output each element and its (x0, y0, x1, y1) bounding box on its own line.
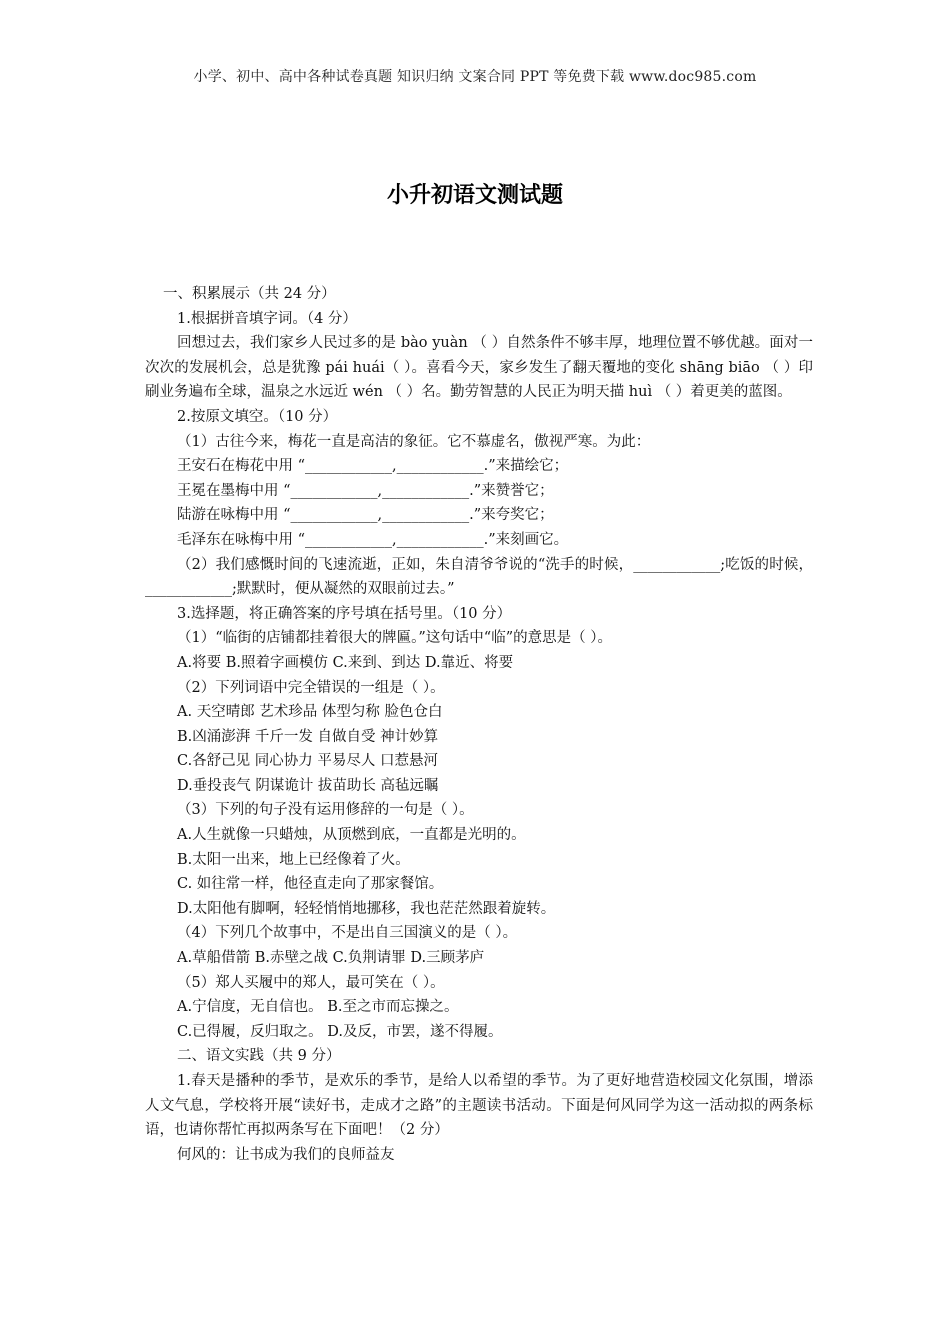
document-body (145, 282, 813, 1167)
question-2-title: 2.按原文填空。（10 分） (177, 408, 338, 425)
document-title: 小升初语文测试题 (386, 183, 563, 208)
question-2-part-2: （2）我们感慨时间的飞速流逝，正如，朱自清爷爷说的“洗手的时候，____________;吃饭的时候，____________;默默时，便从凝然的双眼前过去。” (145, 556, 813, 598)
fill-blank-line: 毛泽东在咏梅中用 “____________,____________.”来刻画它。 (177, 531, 569, 548)
practice-question-1: 1.春天是播种的季节，是欢乐的季节，是给人以希望的季节。为了更好地营造校园文化氛围，增添人文气息，学校将开展“读好书，走成才之路”的主题读书活动。下面是何风同学为这一活动拟的两条标语，也请你帮忙再拟两条写在下面吧！（2 分） (145, 1073, 813, 1139)
choice-item: A.草船借箭 B.赤壁之战 C.负荆请罪 D.三顾茅庐 (177, 950, 485, 967)
choice-item: D.太阳他有脚啊，轻轻悄悄地挪移，我也茫茫然跟着旋转。 (177, 900, 556, 917)
choice-item: B.凶涌澎湃 千斤一发 自做自受 神计妙算 (177, 728, 439, 745)
choice-item: A. 天空晴郎 艺术珍品 体型匀称 脸色仓白 (177, 704, 443, 721)
section-heading-practice: 二、语文实践（共 9 分） (177, 1048, 341, 1065)
choice-item: C.各舒己见 同心协力 平易尽人 口惹悬河 (177, 753, 439, 770)
choice-item: A.将要 B.照着字画模仿 C.来到、到达 D.靠近、将要 (177, 654, 514, 671)
example-slogan: 何风的：让书成为我们的良师益友 (177, 1146, 395, 1163)
choice-item: （4）下列几个故事中，不是出自三国演义的是（ ）。 (177, 925, 518, 942)
choice-item: A.人生就像一只蜡烛，从顶燃到底，一直都是光明的。 (177, 827, 526, 844)
choice-item: （5）郑人买履中的郑人，最可笑在（ ）。 (177, 974, 445, 991)
question-2-part-1-intro: （1）古往今来，梅花一直是高洁的象征。它不慕虚名，傲视严寒。为此： (177, 433, 651, 450)
choice-item: A.宁信度，无自信也。 B.至之市而忘操之。 (177, 999, 459, 1016)
fill-blank-line: 王冕在墨梅中用 “____________,____________.”来赞誉它； (177, 482, 554, 499)
question-1-paragraph: 回想过去，我们家乡人民过多的是 bào yuàn （ ）自然条件不够丰厚，地理位置不够优越。面对一次次的发展机会，总是犹豫 pái huái（ ）。喜看今天，家乡发生了翻天覆地的变化 shāng biāo （ ）印刷业务遍布全球，温泉之水远近 wén （ ）名。勤劳智慧的人民正为明天描 huì （ ）着更美的蓝图。 (145, 335, 813, 401)
choice-item: D.垂投丧气 阴谋诡计 拔苗助长 高毡远瞩 (177, 777, 439, 794)
section-heading-accumulation: 一、积累展示（共 24 分） (163, 286, 336, 302)
choice-item: C. 如往常一样，他径直走向了那家餐馆。 (177, 876, 444, 893)
question-3-title: 3.选择题，将正确答案的序号填在括号里。（10 分） (177, 605, 512, 622)
fill-blank-line: 王安石在梅花中用 “____________,____________.”来描绘它； (177, 458, 569, 475)
choice-item: C.已得履，反归取之。 D.及反，市罢，遂不得履。 (177, 1023, 503, 1040)
page-header: 小学、初中、高中各种试卷真题 知识归纳 文案合同 PPT 等免费下载 www.doc985.com (193, 69, 757, 85)
choice-item: （2）下列词语中完全错误的一组是（ ）。 (177, 679, 445, 696)
question-1-title: 1.根据拼音填字词。（4 分） (177, 310, 357, 327)
choice-item: B.太阳一出来，地上已经像着了火。 (177, 851, 410, 868)
choice-item: （1）“临街的店铺都挂着很大的牌匾。”这句话中“临”的意思是（ ）。 (177, 630, 612, 647)
choice-item: （3）下列的句子没有运用修辞的一句是（ ）。 (177, 802, 474, 819)
fill-blank-line: 陆游在咏梅中用 “____________,____________.”来夸奖它； (177, 507, 554, 524)
